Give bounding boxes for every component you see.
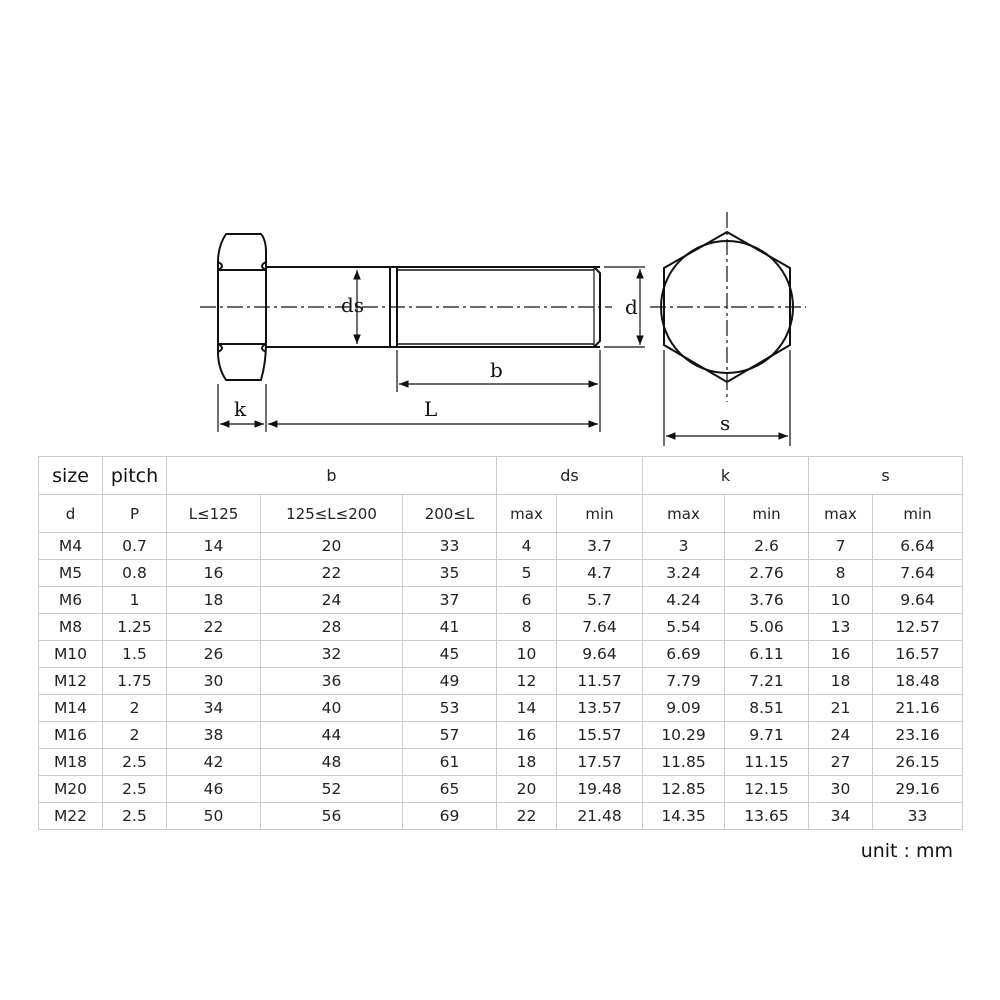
cell-b-200: 33 (403, 533, 497, 560)
cell-b-200: 61 (403, 749, 497, 776)
cell-ds-max: 16 (497, 722, 557, 749)
cell-b-l125: 42 (167, 749, 261, 776)
cell-ds-min: 21.48 (557, 803, 643, 830)
table-row (39, 641, 963, 668)
cell-size: M6 (39, 587, 103, 614)
cell-ds-min: 4.7 (557, 560, 643, 587)
cell-pitch: 2 (103, 722, 167, 749)
cell-ds-min: 5.7 (557, 587, 643, 614)
cell-s-min: 16.57 (873, 641, 963, 668)
cell-size: M22 (39, 803, 103, 830)
cell-ds-max: 8 (497, 614, 557, 641)
d-subheader: d (39, 495, 103, 533)
size-header: size (39, 457, 103, 495)
cell-pitch: 2.5 (103, 803, 167, 830)
cell-ds-max: 14 (497, 695, 557, 722)
cell-s-min: 6.64 (873, 533, 963, 560)
table-row (39, 614, 963, 641)
table-row (39, 695, 963, 722)
cell-s-min: 12.57 (873, 614, 963, 641)
cell-b-l125: 18 (167, 587, 261, 614)
cell-k-min: 13.65 (725, 803, 809, 830)
cell-ds-min: 17.57 (557, 749, 643, 776)
cell-ds-min: 13.57 (557, 695, 643, 722)
cell-size: M10 (39, 641, 103, 668)
cell-b-125-200: 52 (261, 776, 403, 803)
cell-b-l125: 16 (167, 560, 261, 587)
cell-ds-max: 4 (497, 533, 557, 560)
d-label: d (625, 295, 638, 319)
cell-ds-min: 19.48 (557, 776, 643, 803)
cell-k-max: 12.85 (643, 776, 725, 803)
cell-k-min: 11.15 (725, 749, 809, 776)
cell-b-200: 65 (403, 776, 497, 803)
cell-k-min: 12.15 (725, 776, 809, 803)
b-sub-3: 200≤L (403, 495, 497, 533)
cell-b-l125: 30 (167, 668, 261, 695)
cell-k-min: 6.11 (725, 641, 809, 668)
cell-k-min: 7.21 (725, 668, 809, 695)
header-row-2 (39, 495, 963, 533)
cell-ds-max: 18 (497, 749, 557, 776)
ds-min: min (557, 495, 643, 533)
k-min: min (725, 495, 809, 533)
cell-ds-max: 6 (497, 587, 557, 614)
cell-k-max: 4.24 (643, 587, 725, 614)
cell-b-l125: 34 (167, 695, 261, 722)
cell-pitch: 2.5 (103, 749, 167, 776)
s-label: s (720, 411, 731, 435)
cell-s-min: 29.16 (873, 776, 963, 803)
header-row-1 (39, 457, 963, 495)
cell-b-125-200: 36 (261, 668, 403, 695)
cell-k-min: 3.76 (725, 587, 809, 614)
cell-s-max: 7 (809, 533, 873, 560)
cell-b-l125: 50 (167, 803, 261, 830)
s-max: max (809, 495, 873, 533)
k-label: k (234, 397, 247, 421)
cell-ds-max: 22 (497, 803, 557, 830)
cell-s-min: 26.15 (873, 749, 963, 776)
cell-k-max: 7.79 (643, 668, 725, 695)
cell-s-min: 18.48 (873, 668, 963, 695)
cell-k-max: 10.29 (643, 722, 725, 749)
cell-b-200: 53 (403, 695, 497, 722)
cell-s-min: 23.16 (873, 722, 963, 749)
cell-ds-max: 5 (497, 560, 557, 587)
cell-size: M20 (39, 776, 103, 803)
cell-b-l125: 26 (167, 641, 261, 668)
cell-k-min: 9.71 (725, 722, 809, 749)
b-label: b (490, 358, 503, 382)
cell-k-max: 11.85 (643, 749, 725, 776)
unit-label: unit : mm (860, 840, 953, 862)
cell-size: M8 (39, 614, 103, 641)
cell-ds-min: 3.7 (557, 533, 643, 560)
cell-pitch: 1.25 (103, 614, 167, 641)
cell-b-125-200: 22 (261, 560, 403, 587)
cell-b-125-200: 56 (261, 803, 403, 830)
k-max: max (643, 495, 725, 533)
bolt-drawing (0, 0, 1000, 450)
cell-ds-max: 10 (497, 641, 557, 668)
b-sub-2: 125≤L≤200 (261, 495, 403, 533)
cell-size: M4 (39, 533, 103, 560)
cell-s-min: 33 (873, 803, 963, 830)
bolt-spec-table (38, 456, 963, 830)
cell-s-max: 27 (809, 749, 873, 776)
cell-b-200: 35 (403, 560, 497, 587)
cell-k-min: 2.6 (725, 533, 809, 560)
cell-k-max: 6.69 (643, 641, 725, 668)
pitch-header: pitch (103, 457, 167, 495)
cell-pitch: 1 (103, 587, 167, 614)
cell-ds-min: 9.64 (557, 641, 643, 668)
cell-ds-min: 7.64 (557, 614, 643, 641)
cell-b-125-200: 48 (261, 749, 403, 776)
table-row (39, 776, 963, 803)
cell-b-125-200: 44 (261, 722, 403, 749)
cell-b-200: 41 (403, 614, 497, 641)
cell-pitch: 0.8 (103, 560, 167, 587)
cell-size: M14 (39, 695, 103, 722)
cell-size: M16 (39, 722, 103, 749)
cell-s-min: 21.16 (873, 695, 963, 722)
cell-ds-max: 20 (497, 776, 557, 803)
cell-size: M5 (39, 560, 103, 587)
s-min: min (873, 495, 963, 533)
cell-s-max: 13 (809, 614, 873, 641)
cell-k-min: 5.06 (725, 614, 809, 641)
cell-b-200: 45 (403, 641, 497, 668)
cell-b-125-200: 40 (261, 695, 403, 722)
ds-label: ds (341, 293, 365, 317)
s-header: s (809, 457, 963, 495)
cell-b-l125: 14 (167, 533, 261, 560)
ds-max: max (497, 495, 557, 533)
table-row (39, 560, 963, 587)
cell-pitch: 0.7 (103, 533, 167, 560)
cell-b-125-200: 20 (261, 533, 403, 560)
cell-b-125-200: 32 (261, 641, 403, 668)
cell-k-max: 3.24 (643, 560, 725, 587)
cell-pitch: 1.75 (103, 668, 167, 695)
cell-size: M12 (39, 668, 103, 695)
table-row (39, 587, 963, 614)
table-row (39, 533, 963, 560)
cell-s-max: 30 (809, 776, 873, 803)
cell-k-max: 14.35 (643, 803, 725, 830)
cell-b-125-200: 28 (261, 614, 403, 641)
cell-ds-min: 15.57 (557, 722, 643, 749)
cell-k-min: 2.76 (725, 560, 809, 587)
cell-s-max: 10 (809, 587, 873, 614)
cell-k-max: 9.09 (643, 695, 725, 722)
cell-b-l125: 22 (167, 614, 261, 641)
cell-s-max: 18 (809, 668, 873, 695)
cell-s-min: 9.64 (873, 587, 963, 614)
cell-s-max: 16 (809, 641, 873, 668)
b-sub-1: L≤125 (167, 495, 261, 533)
cell-ds-min: 11.57 (557, 668, 643, 695)
cell-k-max: 3 (643, 533, 725, 560)
cell-b-200: 49 (403, 668, 497, 695)
L-label: L (424, 397, 438, 421)
cell-k-max: 5.54 (643, 614, 725, 641)
cell-b-l125: 46 (167, 776, 261, 803)
cell-pitch: 1.5 (103, 641, 167, 668)
cell-b-125-200: 24 (261, 587, 403, 614)
b-header: b (167, 457, 497, 495)
k-header: k (643, 457, 809, 495)
p-subheader: P (103, 495, 167, 533)
cell-s-max: 21 (809, 695, 873, 722)
table-row (39, 722, 963, 749)
cell-k-min: 8.51 (725, 695, 809, 722)
cell-size: M18 (39, 749, 103, 776)
cell-b-200: 37 (403, 587, 497, 614)
table-row (39, 749, 963, 776)
cell-b-200: 69 (403, 803, 497, 830)
cell-s-max: 34 (809, 803, 873, 830)
table-row (39, 803, 963, 830)
ds-header: ds (497, 457, 643, 495)
cell-pitch: 2.5 (103, 776, 167, 803)
cell-s-min: 7.64 (873, 560, 963, 587)
cell-s-max: 24 (809, 722, 873, 749)
cell-b-l125: 38 (167, 722, 261, 749)
cell-pitch: 2 (103, 695, 167, 722)
cell-s-max: 8 (809, 560, 873, 587)
cell-b-200: 57 (403, 722, 497, 749)
cell-ds-max: 12 (497, 668, 557, 695)
table-row (39, 668, 963, 695)
